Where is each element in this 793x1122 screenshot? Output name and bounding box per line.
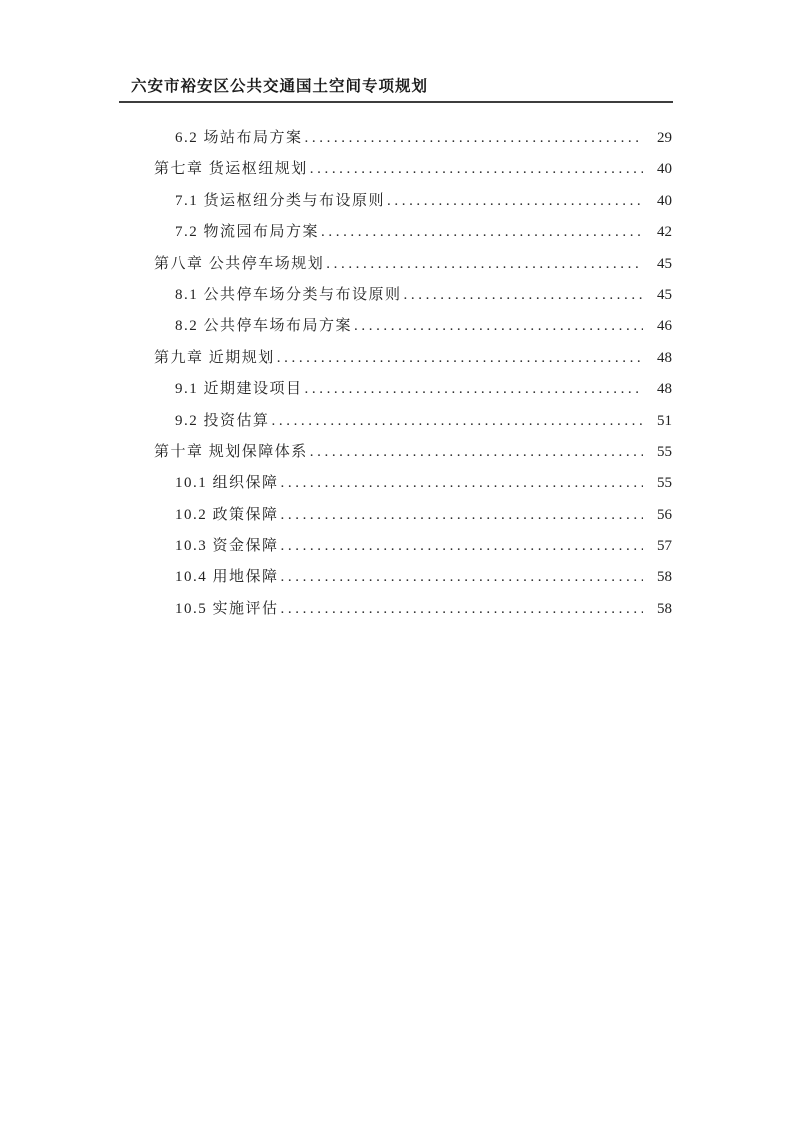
dot-leader-icon (326, 249, 643, 280)
toc-entry (121, 280, 672, 311)
toc-entry-page: 48 (657, 349, 672, 366)
toc-entry (121, 437, 672, 468)
toc-entry-label: 8.1 公共停车场分类与布设原则 (175, 286, 402, 303)
toc-entry-page: 40 (657, 161, 672, 178)
toc-entry-label: 9.1 近期建设项目 (175, 381, 303, 398)
toc-entry-page: 56 (657, 506, 672, 523)
dot-leader-icon (305, 123, 643, 154)
dot-leader-icon (281, 594, 643, 625)
dot-leader-icon (310, 437, 643, 468)
dot-leader-icon (404, 280, 643, 311)
toc-entry-label: 8.2 公共停车场布局方案 (175, 318, 353, 335)
toc-entry-page: 51 (657, 412, 672, 429)
toc-entry (121, 186, 672, 217)
toc-entry-label: 10.2 政策保障 (175, 506, 279, 523)
toc-list (121, 123, 672, 625)
dot-leader-icon (281, 468, 643, 499)
toc-entry-page: 58 (657, 569, 672, 586)
toc-entry-page: 58 (657, 600, 672, 617)
dot-leader-icon (277, 343, 643, 374)
toc-entry-label: 第九章 近期规划 (154, 349, 275, 366)
dot-leader-icon (272, 406, 643, 437)
toc-entry (121, 249, 672, 280)
toc-entry (121, 123, 672, 154)
dot-leader-icon (281, 531, 643, 562)
toc-entry (121, 406, 672, 437)
dot-leader-icon (354, 311, 643, 342)
toc-entry (121, 562, 672, 593)
page-header (119, 74, 673, 103)
toc-entry-page: 29 (657, 130, 672, 146)
dot-leader-icon (321, 217, 643, 248)
toc-entry-label: 第七章 货运枢纽规划 (154, 161, 308, 178)
toc-entry (121, 154, 672, 185)
toc-entry-page: 45 (657, 255, 672, 272)
toc-entry-page: 45 (657, 286, 672, 303)
dot-leader-icon (281, 500, 643, 531)
dot-leader-icon (305, 374, 643, 405)
toc-entry-label: 第八章 公共停车场规划 (154, 255, 325, 272)
toc-entry (121, 500, 672, 531)
toc-entry (121, 343, 672, 374)
toc-entry-label: 10.5 实施评估 (175, 600, 279, 617)
toc-entry-label: 9.2 投资估算 (175, 412, 270, 429)
toc-entry-page: 55 (657, 475, 672, 492)
toc-entry-label: 10.4 用地保障 (175, 569, 279, 586)
toc-entry (121, 217, 672, 248)
toc-entry-page: 46 (657, 318, 672, 335)
toc-entry-label: 7.1 货运枢纽分类与布设原则 (175, 192, 386, 209)
toc-entry-page: 55 (657, 443, 672, 460)
toc-entry-label: 7.2 物流园布局方案 (175, 224, 320, 241)
toc-entry-page: 42 (657, 224, 672, 241)
toc-entry-page: 57 (657, 538, 672, 555)
toc-entry-label: 6.2 场站布局方案 (175, 130, 303, 146)
toc-entry (121, 594, 672, 625)
toc-entry (121, 374, 672, 405)
toc-entry (121, 531, 672, 562)
toc-entry-label: 第十章 规划保障体系 (154, 443, 308, 460)
toc-entry-label: 10.3 资金保障 (175, 538, 279, 555)
dot-leader-icon (281, 562, 643, 593)
toc-entry-page: 48 (657, 381, 672, 398)
toc-entry-label: 10.1 组织保障 (175, 475, 279, 492)
toc-entry (121, 311, 672, 342)
document-header-title: 六安市裕安区公共交通国土空间专项规划 (131, 78, 429, 95)
dot-leader-icon (387, 186, 643, 217)
dot-leader-icon (310, 154, 643, 185)
toc-entry-page: 40 (657, 192, 672, 209)
toc-entry (121, 468, 672, 499)
